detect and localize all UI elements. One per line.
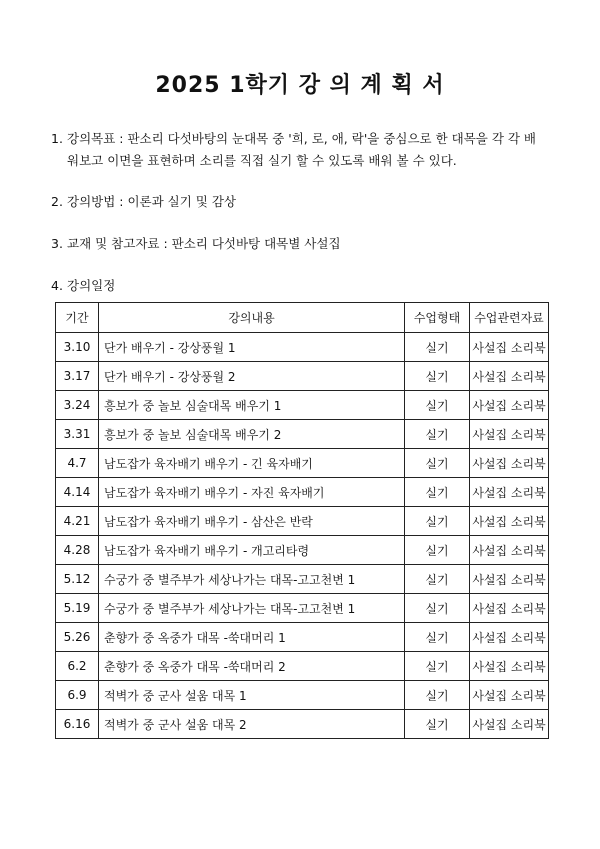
- objective-text-line1: 강의목표 : 판소리 다섯바탕의 눈대목 중 '희, 로, 애, 락'을 중심으로 한 대목을 각 각 배: [67, 131, 537, 146]
- table-row: [56, 536, 549, 565]
- section-number: 3.: [51, 236, 63, 251]
- table-row: [56, 594, 549, 623]
- section-objective: [51, 128, 551, 172]
- cell-date: 4.14: [56, 478, 99, 507]
- cell-type: 실기: [405, 333, 470, 362]
- cell-type: 실기: [405, 594, 470, 623]
- cell-date: 5.19: [56, 594, 99, 623]
- cell-material: 사설집 소리북: [470, 420, 549, 449]
- section-method: [51, 191, 551, 213]
- cell-content: 남도잡가 육자배기 배우기 - 자진 육자배기: [99, 478, 405, 507]
- section-number: 4.: [51, 278, 63, 293]
- cell-date: 6.2: [56, 652, 99, 681]
- method-text: 강의방법 : 이론과 실기 및 감상: [67, 194, 236, 209]
- cell-content: 흥보가 중 놀보 심술대목 배우기 2: [99, 420, 405, 449]
- table-row: [56, 333, 549, 362]
- schedule-body: [56, 333, 549, 739]
- cell-date: 3.10: [56, 333, 99, 362]
- cell-material: 사설집 소리북: [470, 449, 549, 478]
- table-row: [56, 420, 549, 449]
- page-title: 2025 1학기 강 의 계 획 서: [155, 73, 445, 98]
- objective-text-line2: 워보고 이면을 표현하며 소리를 직접 실기 할 수 있도록 배워 볼 수 있다.: [67, 153, 457, 168]
- cell-date: 5.26: [56, 623, 99, 652]
- cell-date: 4.7: [56, 449, 99, 478]
- cell-material: 사설집 소리북: [470, 333, 549, 362]
- cell-type: 실기: [405, 391, 470, 420]
- schedule-table: [55, 302, 549, 739]
- cell-date: 4.28: [56, 536, 99, 565]
- cell-content: 수궁가 중 별주부가 세상나가는 대목-고고천변 1: [99, 565, 405, 594]
- cell-content: 남도잡가 육자배기 배우기 - 개고리타령: [99, 536, 405, 565]
- cell-type: 실기: [405, 565, 470, 594]
- cell-content: 단가 배우기 - 강상풍월 1: [99, 333, 405, 362]
- table-row: [56, 710, 549, 739]
- header-content: 강의내용: [99, 303, 405, 333]
- table-row: [56, 449, 549, 478]
- section-materials: [51, 233, 551, 255]
- cell-material: 사설집 소리북: [470, 536, 549, 565]
- cell-material: 사설집 소리북: [470, 362, 549, 391]
- materials-text: 교재 및 참고자료 : 판소리 다섯바탕 대목별 사설집: [67, 236, 341, 251]
- cell-date: 3.24: [56, 391, 99, 420]
- section-number: 1.: [51, 131, 63, 146]
- cell-material: 사설집 소리북: [470, 391, 549, 420]
- cell-type: 실기: [405, 449, 470, 478]
- table-row: [56, 507, 549, 536]
- cell-content: 춘향가 중 옥중가 대목 -쑥대머리 2: [99, 652, 405, 681]
- cell-content: 남도잡가 육자배기 배우기 - 삼산은 반락: [99, 507, 405, 536]
- cell-date: 6.9: [56, 681, 99, 710]
- cell-content: 수궁가 중 별주부가 세상나가는 대목-고고천변 1: [99, 594, 405, 623]
- cell-material: 사설집 소리북: [470, 565, 549, 594]
- cell-material: 사설집 소리북: [470, 652, 549, 681]
- table-row: [56, 652, 549, 681]
- cell-type: 실기: [405, 362, 470, 391]
- table-row: [56, 681, 549, 710]
- cell-date: 3.31: [56, 420, 99, 449]
- cell-type: 실기: [405, 536, 470, 565]
- cell-date: 4.21: [56, 507, 99, 536]
- cell-content: 흥보가 중 놀보 심술대목 배우기 1: [99, 391, 405, 420]
- cell-type: 실기: [405, 507, 470, 536]
- cell-date: 3.17: [56, 362, 99, 391]
- cell-material: 사설집 소리북: [470, 710, 549, 739]
- cell-type: 실기: [405, 478, 470, 507]
- header-type: 수업형태: [405, 303, 470, 333]
- table-row: [56, 391, 549, 420]
- schedule-heading: 강의일정: [67, 278, 116, 293]
- cell-content: 적벽가 중 군사 설움 대목 1: [99, 681, 405, 710]
- table-row: [56, 565, 549, 594]
- section-number: 2.: [51, 194, 63, 209]
- header-date: 기간: [56, 303, 99, 333]
- table-row: [56, 362, 549, 391]
- cell-type: 실기: [405, 652, 470, 681]
- cell-content: 단가 배우기 - 강상풍월 2: [99, 362, 405, 391]
- cell-content: 춘향가 중 옥중가 대목 -쑥대머리 1: [99, 623, 405, 652]
- cell-date: 5.12: [56, 565, 99, 594]
- table-header-row: [56, 303, 549, 333]
- table-row: [56, 478, 549, 507]
- header-material: 수업관련자료: [470, 303, 549, 333]
- cell-content: 적벽가 중 군사 설움 대목 2: [99, 710, 405, 739]
- section-schedule: [51, 275, 551, 297]
- cell-material: 사설집 소리북: [470, 478, 549, 507]
- cell-date: 6.16: [56, 710, 99, 739]
- cell-content: 남도잡가 육자배기 배우기 - 긴 육자배기: [99, 449, 405, 478]
- cell-type: 실기: [405, 623, 470, 652]
- cell-material: 사설집 소리북: [470, 594, 549, 623]
- table-row: [56, 623, 549, 652]
- cell-material: 사설집 소리북: [470, 623, 549, 652]
- cell-type: 실기: [405, 681, 470, 710]
- cell-type: 실기: [405, 710, 470, 739]
- cell-type: 실기: [405, 420, 470, 449]
- cell-material: 사설집 소리북: [470, 507, 549, 536]
- cell-material: 사설집 소리북: [470, 681, 549, 710]
